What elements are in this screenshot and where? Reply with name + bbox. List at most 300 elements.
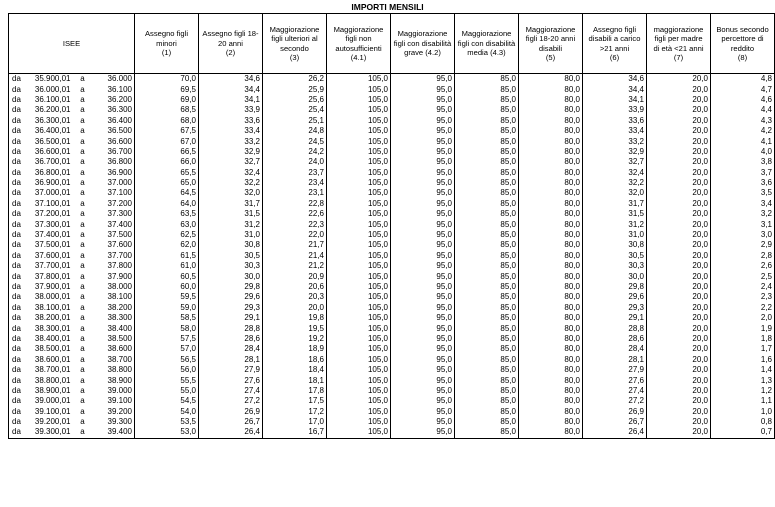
header-col-3-line: Maggiorazione [269,24,320,34]
amount-cell: 26,7 [199,417,263,427]
amount-cell: 24,5 [263,136,327,146]
amount-cell: 85,0 [455,344,519,354]
isee-range-cell: 37.200 [93,199,135,209]
amount-cell: 34,1 [199,95,263,105]
amount-cell: 80,0 [519,84,583,94]
amount-cell: 67,0 [135,136,199,146]
amount-cell: 95,0 [391,396,455,406]
table-title: IMPORTI MENSILI [351,2,424,12]
amount-cell: 20,0 [647,344,711,354]
header-col-8-line: (6) [609,53,620,62]
amount-cell: 80,0 [519,334,583,344]
isee-range-cell: a [80,219,85,229]
amount-cell: 33,4 [583,126,647,136]
amount-cell: 80,0 [519,230,583,240]
amount-cell: 95,0 [391,136,455,146]
isee-range-cell: 36.100,01 [34,94,71,104]
amount-cell: 27,4 [199,386,263,396]
isee-range-cell: da [9,188,27,198]
header-col-1-line: minori [156,38,177,48]
amount-cell: 80,0 [519,344,583,354]
amount-cell: 80,0 [519,375,583,385]
amount-cell: 66,5 [135,147,199,157]
isee-range-cell: da [9,178,27,188]
amount-cell: 27,2 [199,396,263,406]
table-body [9,74,775,439]
amount-cell: 105,0 [327,116,391,126]
amount-cell: 20,0 [647,365,711,375]
amount-cell: 105,0 [327,407,391,417]
amount-cell: 25,1 [263,116,327,126]
table-row [9,147,775,157]
table-row [9,209,775,219]
isee-range-cell: 36.200,01 [34,105,71,115]
amount-cell: 85,0 [455,323,519,333]
amount-cell: 80,0 [519,178,583,188]
amount-cell: 1,1 [711,396,775,406]
header-col-1 [135,14,199,74]
amount-cell: 105,0 [327,323,391,333]
amount-cell: 20,0 [647,240,711,250]
amount-cell: 80,0 [519,168,583,178]
amount-cell: 105,0 [327,240,391,250]
table-row [9,178,775,188]
header-col-7-line: disabili [538,43,563,53]
header-col-8-line: Assegno figli [592,24,637,34]
isee-range-cell: a [80,105,85,115]
isee-range-cell: 36.300 [93,105,135,115]
isee-range-cell: 38.400 [93,323,135,333]
isee-range-cell: 38.800 [93,365,135,375]
amount-cell: 95,0 [391,323,455,333]
isee-range-cell: 38.600,01 [34,354,71,364]
amount-cell: 105,0 [327,188,391,198]
amount-cell: 69,0 [135,95,199,105]
table-row [9,344,775,354]
isee-range-cell: da [9,240,27,250]
amount-cell: 80,0 [519,157,583,167]
isee-range-cell: 37.300,01 [34,219,71,229]
table-row [9,386,775,396]
amount-cell: 53,0 [135,427,199,438]
isee-range-cell: a [80,157,85,167]
amount-cell: 32,9 [583,147,647,157]
amount-cell: 18,1 [263,375,327,385]
amount-cell: 34,4 [583,84,647,94]
amount-cell: 27,2 [583,396,647,406]
isee-range-cell: 39.000 [93,386,135,396]
header-col-5-line: grave (4.2) [404,48,441,58]
isee-range-cell: 38.500 [93,334,135,344]
isee-range-cell: 37.600,01 [34,250,71,260]
isee-range-cell: 36.300,01 [34,115,71,125]
amount-cell: 24,8 [263,126,327,136]
amount-cell: 85,0 [455,157,519,167]
amount-cell: 85,0 [455,126,519,136]
isee-range-cell: a [80,126,85,136]
amount-cell: 1,8 [711,334,775,344]
amount-cell: 85,0 [455,178,519,188]
isee-range-cell: 37.500 [93,230,135,240]
amount-cell: 85,0 [455,417,519,427]
amount-cell: 63,5 [135,209,199,219]
amount-cell: 95,0 [391,365,455,375]
isee-range-cell: a [80,333,85,343]
header-col-3-line: figli ulteriori al [271,34,318,43]
isee-range-cell: 36.000,01 [34,84,71,94]
amount-cell: 61,5 [135,251,199,261]
amount-cell: 80,0 [519,126,583,136]
table-row [9,396,775,406]
amount-cell: 95,0 [391,313,455,323]
table-row [9,219,775,229]
amount-cell: 21,7 [263,240,327,250]
amount-cell: 85,0 [455,261,519,271]
isee-range-cell: a [80,94,85,104]
amount-cell: 1,4 [711,365,775,375]
header-col-5-line: figli con disabilità [393,38,452,48]
amount-cell: 95,0 [391,386,455,396]
amount-cell: 34,4 [199,84,263,94]
isee-range-cell: 37.300 [93,209,135,219]
amount-cell: 28,6 [199,334,263,344]
header-col-6 [455,14,519,74]
header-col-7-line: Maggiorazione [525,24,576,34]
isee-range-cell: da [9,344,27,354]
isee-range-cell: 38.900 [93,375,135,385]
amount-cell: 85,0 [455,427,519,438]
amount-cell: 29,8 [199,282,263,292]
header-col-2-line: Assegno figli 18- [202,29,259,39]
isee-range-cell: a [80,323,85,333]
amount-cell: 95,0 [391,84,455,94]
amount-cell: 105,0 [327,105,391,115]
isee-range-cell: a [80,406,85,416]
amount-cell: 32,2 [199,178,263,188]
amount-cell: 20,0 [647,219,711,229]
amount-cell: 3,4 [711,199,775,209]
amount-cell: 80,0 [519,303,583,313]
amount-cell: 65,0 [135,178,199,188]
isee-range-cell: 37.000,01 [34,188,71,198]
amount-cell: 85,0 [455,365,519,375]
amount-cell: 80,0 [519,188,583,198]
amount-cell: 29,8 [583,282,647,292]
amount-cell: 4,4 [711,105,775,115]
amount-cell: 95,0 [391,355,455,365]
amount-cell: 29,6 [583,292,647,302]
amount-cell: 20,0 [647,84,711,94]
isee-range-cell: da [9,303,27,313]
amount-cell: 80,0 [519,261,583,271]
header-col-7 [519,14,583,74]
amount-cell: 20,0 [647,355,711,365]
amount-cell: 20,0 [647,375,711,385]
isee-range-cell: 37.900 [93,271,135,281]
amount-cell: 20,0 [647,136,711,146]
amount-cell: 32,9 [199,147,263,157]
amount-cell: 95,0 [391,344,455,354]
amount-cell: 23,4 [263,178,327,188]
isee-range-cell: da [9,282,27,292]
amount-cell: 20,0 [647,407,711,417]
amount-cell: 20,0 [647,323,711,333]
amount-cell: 20,0 [647,147,711,157]
amount-cell: 18,9 [263,344,327,354]
amount-cell: 80,0 [519,365,583,375]
amount-cell: 25,4 [263,105,327,115]
amount-cell: 105,0 [327,355,391,365]
amount-cell: 31,2 [199,219,263,229]
table-row [9,199,775,209]
amount-cell: 95,0 [391,147,455,157]
amount-cell: 60,5 [135,271,199,281]
table-row [9,282,775,292]
isee-range-cell: a [80,84,85,94]
amount-cell: 27,4 [583,386,647,396]
amount-cell: 20,0 [647,74,711,85]
amount-cell: 65,5 [135,168,199,178]
header-col-10-line: Bonus secondo [716,24,769,34]
isee-range-cell: a [80,250,85,260]
amount-cell: 63,0 [135,219,199,229]
amount-cell: 18,4 [263,365,327,375]
table-row [9,126,775,136]
amount-cell: 4,6 [711,95,775,105]
amount-cell: 55,5 [135,375,199,385]
amount-cell: 85,0 [455,334,519,344]
isee-range-cell: a [80,292,85,302]
amount-cell: 20,0 [647,271,711,281]
isee-range-cell: 37.200,01 [34,209,71,219]
amount-cell: 68,5 [135,105,199,115]
isee-range-cell: a [80,230,85,240]
isee-range-cell: a [80,375,85,385]
isee-range-cell: 37.700,01 [34,261,71,271]
amount-cell: 20,6 [263,282,327,292]
amount-cell: 80,0 [519,427,583,438]
header-col-2-line: (2) [225,48,236,58]
header-col-8-line: >21 anni [599,43,630,53]
amount-cell: 95,0 [391,209,455,219]
isee-range-cell: 36.400,01 [34,126,71,136]
amount-cell: 85,0 [455,116,519,126]
table-row [9,157,775,167]
amount-cell: 20,3 [263,292,327,302]
amount-cell: 2,9 [711,240,775,250]
amount-cell: 105,0 [327,282,391,292]
amount-cell: 105,0 [327,271,391,281]
amount-cell: 4,7 [711,84,775,94]
isee-range-cell: a [80,302,85,312]
amount-cell: 59,0 [135,303,199,313]
amount-cell: 4,1 [711,136,775,146]
isee-range-cell: da [9,407,27,417]
amount-cell: 33,6 [199,116,263,126]
amount-cell: 67,5 [135,126,199,136]
amount-cell: 28,4 [583,344,647,354]
amount-cell: 66,0 [135,157,199,167]
isee-range-cell: 38.000 [93,282,135,292]
isee-range-cell: 38.100 [93,292,135,302]
amount-cell: 16,7 [263,427,327,438]
amount-cell: 95,0 [391,178,455,188]
isee-range-cell: da [9,116,27,126]
isee-range-cell: 37.500,01 [34,240,71,250]
amount-cell: 80,0 [519,209,583,219]
amount-cell: 2,3 [711,292,775,302]
isee-range-cell: da [9,365,27,375]
header-col-6-line: media (4.3) [467,48,506,58]
amount-cell: 33,4 [199,126,263,136]
amount-cell: 29,1 [199,313,263,323]
header-col-4-line: autosufficienti [335,43,382,53]
header-col-5 [391,14,455,74]
isee-range-cell: 36.100 [93,84,135,94]
amount-cell: 20,9 [263,271,327,281]
amount-cell: 33,9 [583,105,647,115]
table-row [9,365,775,375]
amount-cell: 105,0 [327,386,391,396]
table-row [9,375,775,385]
table-row [9,407,775,417]
header-col-10-line: reddito [730,43,755,53]
amount-cell: 56,0 [135,365,199,375]
isee-range-cell: 36.800,01 [34,167,71,177]
amount-cell: 53,5 [135,417,199,427]
header-isee: ISEE [9,14,135,74]
amount-cell: 105,0 [327,168,391,178]
amount-cell: 85,0 [455,251,519,261]
isee-range-cell: 36.900 [93,168,135,178]
amount-cell: 20,0 [647,116,711,126]
amount-cell: 85,0 [455,219,519,229]
isee-range-cell: a [80,261,85,271]
amount-cell: 17,0 [263,417,327,427]
amount-cell: 85,0 [455,168,519,178]
isee-range-cell: 36.000 [93,74,135,85]
amount-cell: 29,1 [583,313,647,323]
isee-range-cell: da [9,74,27,85]
isee-range-cell: a [80,240,85,250]
amount-cell: 31,7 [199,199,263,209]
amount-cell: 28,8 [583,323,647,333]
amount-cell: 80,0 [519,147,583,157]
amount-cell: 20,0 [647,282,711,292]
amount-cell: 95,0 [391,199,455,209]
amount-cell: 69,5 [135,84,199,94]
amount-cell: 31,5 [583,209,647,219]
isee-range-cell: 38.300 [93,313,135,323]
amount-cell: 58,5 [135,313,199,323]
isee-range-cell: da [9,126,27,136]
amount-cell: 85,0 [455,313,519,323]
amount-cell: 95,0 [391,157,455,167]
table-row [9,168,775,178]
amount-cell: 28,1 [199,355,263,365]
amount-cell: 1,7 [711,344,775,354]
amount-cell: 95,0 [391,251,455,261]
header-col-9-line: di età <21 anni [653,43,704,53]
isee-range-cell: da [9,313,27,323]
header-col-10-line: (8) [737,53,748,62]
amount-cell: 25,6 [263,95,327,105]
amount-cell: 85,0 [455,95,519,105]
amount-cell: 54,5 [135,396,199,406]
amount-cell: 20,0 [647,168,711,178]
isee-range-cell: a [80,198,85,208]
isee-range-cell: a [80,136,85,146]
amount-cell: 85,0 [455,271,519,281]
isee-range-cell: da [9,209,27,219]
amount-cell: 60,0 [135,282,199,292]
isee-range-cell: a [80,365,85,375]
amount-cell: 80,0 [519,282,583,292]
amount-cell: 80,0 [519,219,583,229]
amount-cell: 1,3 [711,375,775,385]
amount-cell: 95,0 [391,116,455,126]
amount-cell: 26,9 [199,407,263,417]
isee-range-cell: a [80,354,85,364]
amount-cell: 26,9 [583,407,647,417]
amount-cell: 80,0 [519,240,583,250]
amount-cell: 80,0 [519,386,583,396]
amount-cell: 30,8 [199,240,263,250]
amount-cell: 2,2 [711,303,775,313]
amount-cell: 25,9 [263,84,327,94]
header-col-4-line: Maggiorazione [333,24,384,34]
isee-range-cell: 38.300,01 [34,323,71,333]
amount-cell: 20,0 [647,334,711,344]
header-col-4-line: (4.1) [350,53,367,62]
header-col-9 [647,14,711,74]
isee-range-cell: a [80,146,85,156]
amount-cell: 29,3 [199,303,263,313]
amount-cell: 95,0 [391,292,455,302]
amount-cell: 85,0 [455,303,519,313]
amount-cell: 105,0 [327,303,391,313]
isee-range-cell: da [9,168,27,178]
header-col-4-line: figli non [345,34,372,43]
isee-range-cell: 39.000,01 [34,396,71,406]
header-col-6-line: Maggiorazione [461,29,512,39]
amount-cell: 20,0 [647,126,711,136]
amount-cell: 95,0 [391,240,455,250]
isee-range-cell: a [80,188,85,198]
isee-range-cell: 37.700 [93,251,135,261]
amount-cell: 30,0 [583,271,647,281]
isee-range-cell: 36.400 [93,116,135,126]
amount-cell: 27,9 [199,365,263,375]
amount-cell: 30,0 [199,271,263,281]
amount-cell: 70,0 [135,74,199,85]
amount-cell: 80,0 [519,136,583,146]
amount-cell: 59,5 [135,292,199,302]
amount-cell: 26,7 [583,417,647,427]
isee-range-cell: 38.600 [93,344,135,354]
amount-cell: 28,1 [583,355,647,365]
amount-cell: 22,8 [263,199,327,209]
isee-range-cell: da [9,199,27,209]
amount-cell: 95,0 [391,95,455,105]
amount-cell: 18,6 [263,355,327,365]
amount-cell: 58,0 [135,323,199,333]
amount-cell: 26,4 [199,427,263,438]
amount-cell: 20,0 [647,303,711,313]
amount-cell: 27,6 [199,375,263,385]
amount-cell: 105,0 [327,126,391,136]
amount-cell: 1,9 [711,323,775,333]
